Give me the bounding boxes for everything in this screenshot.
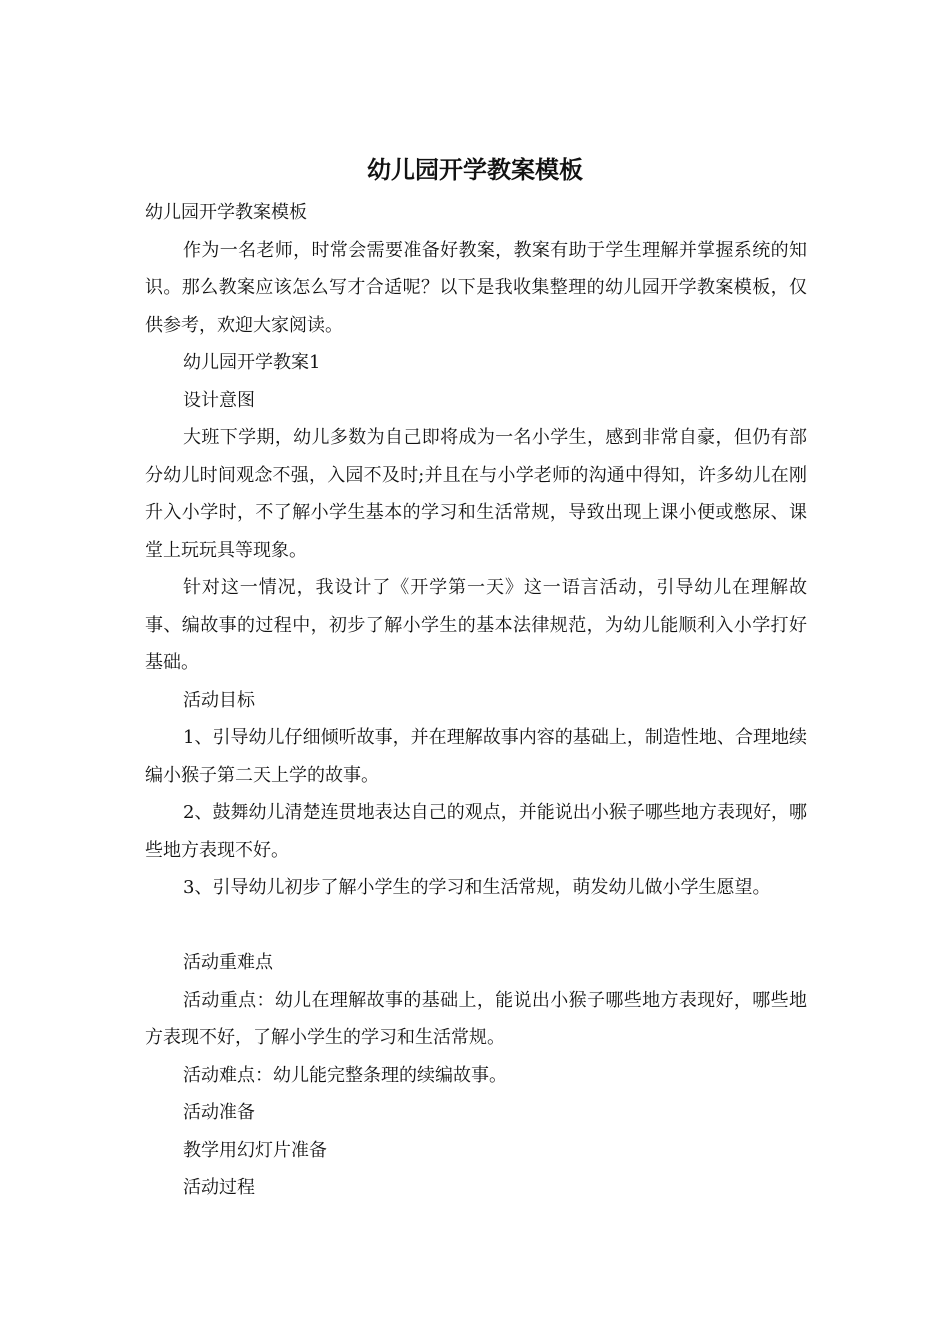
section-heading-key-points: 活动重难点 [183,952,273,973]
document-subtitle: 幼儿园开学教案模板 [145,202,307,223]
goal-item-1: 1、引导幼儿仔细倾听故事，并在理解故事内容的基础上，制造性地、合理地续编小猴子第二天上学的故事。 [145,727,807,786]
paragraph-design-intent: 大班下学期，幼儿多数为自己即将成为一名小学生，感到非常自豪，但仍有部分幼儿时间观念不强，入园不及时;并且在与小学老师的沟通中得知，许多幼儿在刚升入小学时，不了解小学生基本的学习和生活常规，导致出现上课小便或憋尿、课堂上玩玩具等现象。 [145,427,807,561]
section-heading-goals: 活动目标 [183,689,255,711]
paragraph-preparation: 教学用幻灯片准备 [183,1139,327,1161]
section-heading-preparation: 活动准备 [183,1102,255,1123]
paragraph-difficulty: 活动难点：幼儿能完整条理的续编故事。 [183,1064,507,1086]
paragraph-key-point: 活动重点：幼儿在理解故事的基础上，能说出小猴子哪些地方表现好，哪些地方表现不好，了解小学生的学习和生活常规。 [145,989,807,1048]
section-heading-design-intent: 设计意图 [183,389,255,411]
goal-item-3: 3、引导幼儿初步了解小学生的学习和生活常规，萌发幼儿做小学生愿望。 [183,877,771,898]
document-body [145,194,807,1207]
section-heading-process: 活动过程 [183,1177,255,1198]
goal-item-2: 2、鼓舞幼儿清楚连贯地表达自己的观点，并能说出小猴子哪些地方表现好，哪些地方表现不好。 [145,802,807,861]
paragraph-spacer [145,907,807,945]
section-heading-lesson-1: 幼儿园开学教案1 [183,352,321,373]
paragraph-intro: 作为一名老师，时常会需要准备好教案，教案有助于学生理解并掌握系统的知识。那么教案应该怎么写才合适呢？以下是我收集整理的幼儿园开学教案模板，仅供参考，欢迎大家阅读。 [145,239,807,336]
document-title: 幼儿园开学教案模板 [367,156,583,184]
paragraph-design-approach: 针对这一情况，我设计了《开学第一天》这一语言活动，引导幼儿在理解故事、编故事的过程中，初步了解小学生的基本法律规范，为幼儿能顺利入小学打好基础。 [145,577,807,673]
